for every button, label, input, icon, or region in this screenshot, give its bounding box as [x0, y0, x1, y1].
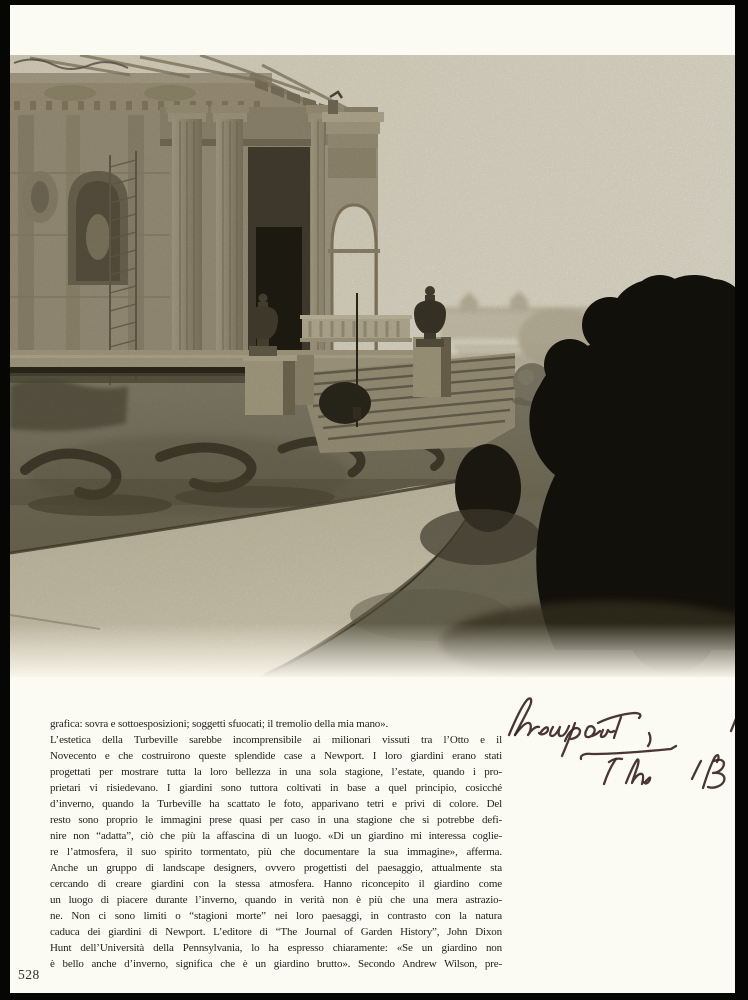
- body-text: [50, 716, 502, 972]
- handwriting-the: [604, 759, 650, 784]
- body-text-line: re l’atmosfera, il suo spirito tormentato, più che documentare la sua immagine», afferma.: [50, 846, 502, 858]
- body-text-line: ne. Non ci sono limiti o “stagioni morte” nei loro paesaggi, in contrasto con la natura: [50, 910, 502, 922]
- body-text-line: prietari vi risiedevano. I giardini sono tuttora coltivati in base a quel principio, cosicché: [50, 782, 502, 794]
- grain-light: [10, 55, 735, 677]
- handwriting-b-partial: [692, 755, 724, 788]
- page-number: 528: [18, 967, 40, 982]
- bottom-fade: [10, 623, 735, 677]
- handwriting-newport: [509, 698, 640, 756]
- body-text-line: L’estetica della Turbeville sarebbe incomprensibile ai milionari vissuti tra l’Otto e il: [50, 734, 502, 746]
- body-text-line: resto sono proprio le immagini prese quasi per caso in una stagione che si potrebbe defi-: [50, 814, 502, 826]
- body-text-line: grafica: sovra e sottoesposizioni; soggetti sfuocati; il tremolio della mia mano».: [50, 718, 389, 730]
- body-text-line: progettati per mostrare tutta la loro bellezza in una sola stagione, l’estate, quando i pro-: [50, 766, 502, 778]
- handwriting-comma: [648, 733, 650, 746]
- handwriting-edge-fragment: [731, 703, 735, 731]
- handwriting-annotation: [495, 685, 735, 810]
- body-text-line: è bello anche d’inverno, significa che è un giardino brutto». Secondo Andrew Wilson, pre-: [50, 958, 502, 970]
- body-text-line: Novecento e che costruirono queste splendide case a Newport. I loro giardini erano stati: [50, 750, 502, 762]
- body-text-line: cercando di creare giardini con la stessa atmosfera. Hanno riconcepito il giardino come: [50, 878, 502, 890]
- paper-page: [10, 5, 735, 993]
- body-text-line: Anche un gruppo di landscape designers, ovvero progettisti del paesaggio, attualmente sta: [50, 862, 502, 874]
- body-text-line: un luogo di piacere durante l’inverno, quando in verità non è più che una mera astrazio-: [50, 894, 502, 906]
- garden-photo-svg: [10, 55, 735, 677]
- body-text-line: d’inverno, quando la Turbeville ha scattato le foto, apparivano tetri e privi di colore. Del: [50, 798, 502, 810]
- body-text-line: Hunt dell’Università della Pennsylvania, lo ha espresso chiaramente: «Se un giardino non: [50, 942, 502, 954]
- body-text-line: caduca dei giardini di Newport. L’editore di “The Journal of Garden History”, John Dixon: [50, 926, 502, 938]
- body-text-line: nire non “adatta”, ciò che più la affascina di un luogo. «Di un giardino mi interessa coglie-: [50, 830, 502, 842]
- handwriting-underline: [581, 746, 676, 759]
- photo-illustration: [10, 55, 735, 677]
